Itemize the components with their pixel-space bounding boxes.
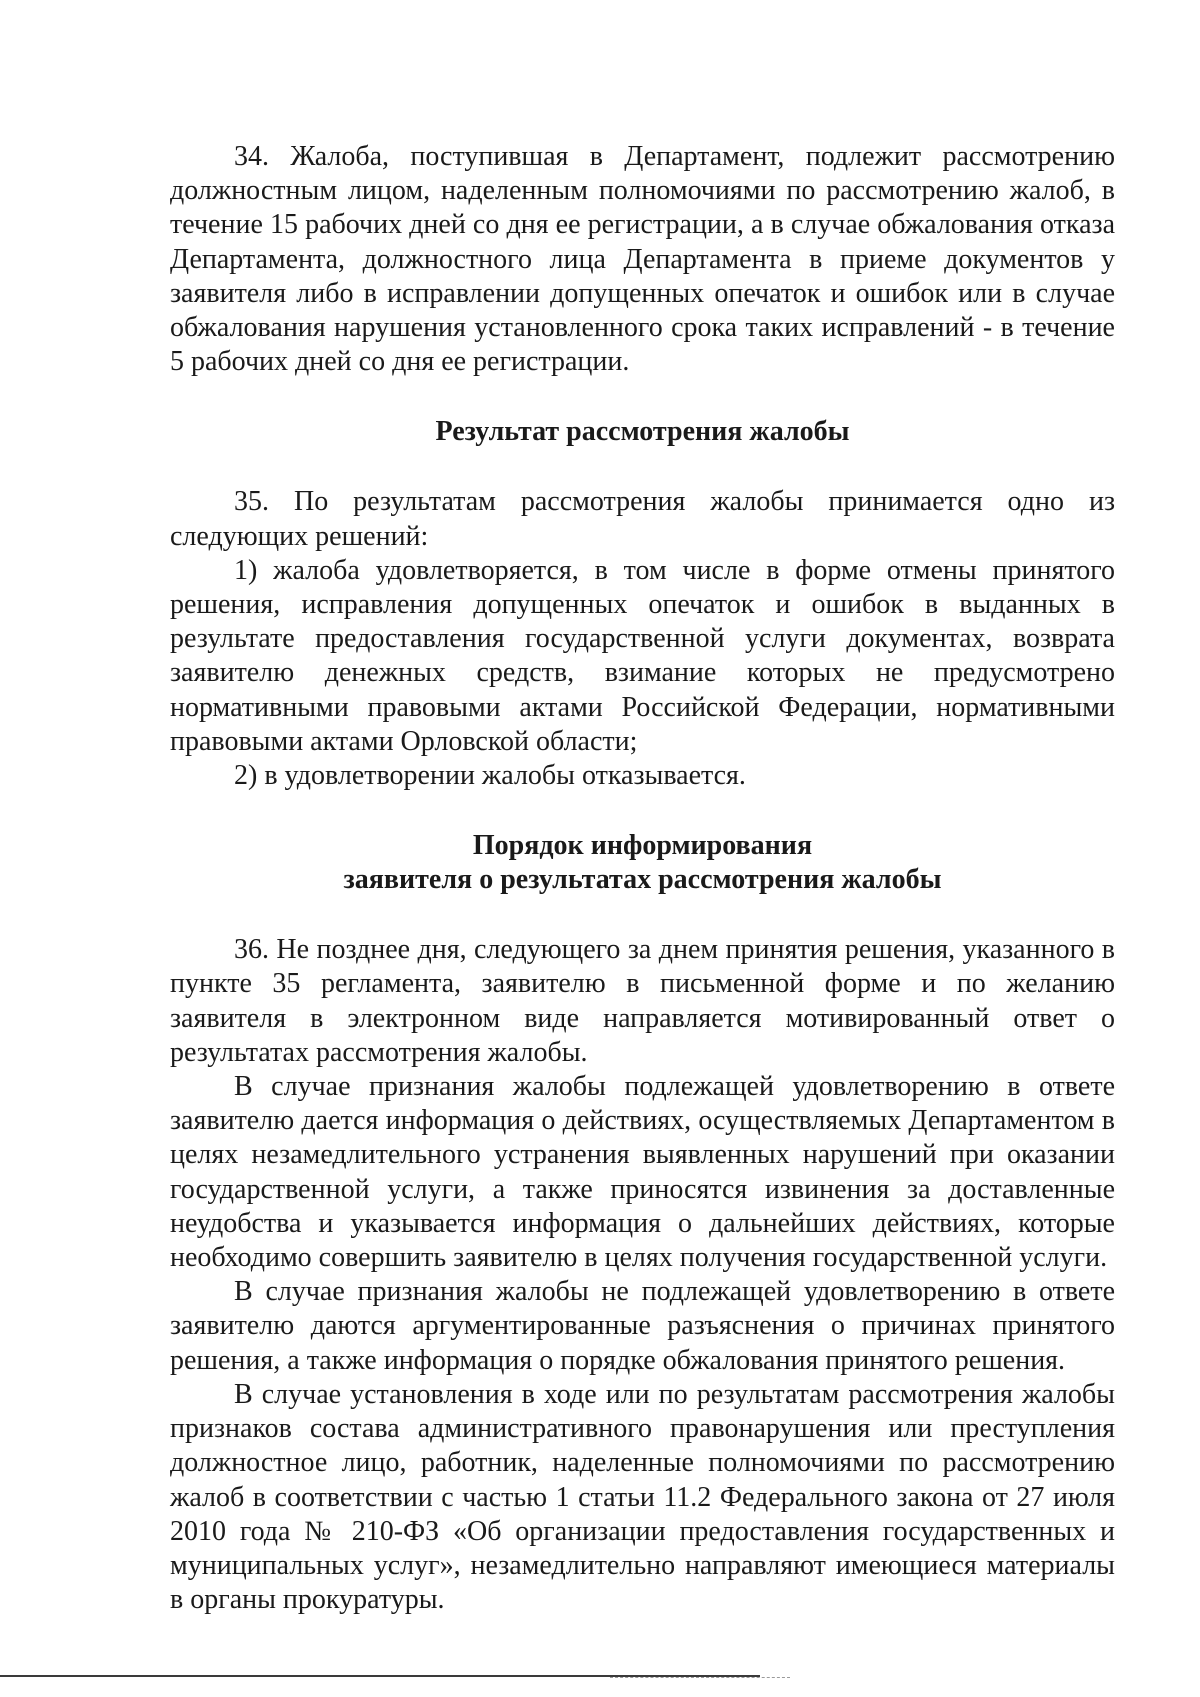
heading-informing-line-2: заявителя о результатах рассмотрения жалобы bbox=[343, 864, 942, 896]
paragraph-35-item-2: 2) в удовлетворении жалобы отказывается. bbox=[234, 760, 746, 792]
section-spacer bbox=[170, 379, 1115, 415]
heading-complaint-result: Результат рассмотрения жалобы bbox=[435, 416, 850, 448]
bottom-scan-line-faint bbox=[610, 1677, 790, 1678]
paragraph-35: 35. По результатам рассмотрения жалобы принимается одно из следующих решений: bbox=[170, 486, 1115, 552]
heading-informing-line-1: Порядок информирования bbox=[472, 830, 813, 862]
section-spacer bbox=[170, 897, 1115, 933]
paragraph-34: 34. Жалоба, поступившая в Департамент, подлежит рассмотрению должностным лицом, наделенным полномочиями по рассмотрению жалоб, в течение 15 рабочих дней со дня ее регистрации, а в случае обжалования отказа Департамента, должностного лица Департамента в приеме документов у заявителя либо в исправлении допущенных опечаток и ошибок или в случае обжалования нарушения установленного срока таких исправлений - в течение 5 рабочих дней со дня ее регистрации. bbox=[170, 141, 1115, 378]
section-spacer bbox=[170, 793, 1115, 829]
paragraph-36-satisfied: В случае признания жалобы подлежащей удовлетворению в ответе заявителю дается информация о действиях, осуществляемых Департаментом в целях незамедлительного устранения выявленных нарушений при оказании государственной услуги, а также приносятся извинения за доставленные неудобства и указывается информация о дальнейших действиях, которые необходимо совершить заявителю в целях получения государственной услуги. bbox=[170, 1071, 1115, 1274]
paragraph-36-prosecution: В случае установления в ходе или по результатам рассмотрения жалобы признаков состава административного правонарушения или преступления должностное лицо, работник, наделенные полномочиями по рассмотрению жалоб в соответствии с частью 1 статьи 11.2 Федерального закона от 27 июля 2010 года № 210-ФЗ «Об организации предоставления государственных и муниципальных услуг», незамедлительно направляют имеющиеся материалы в органы прокуратуры. bbox=[170, 1378, 1115, 1616]
paragraph-35-item-1: 1) жалоба удовлетворяется, в том числе в форме отмены принятого решения, исправления допущенных опечаток и ошибок в выданных в результате предоставления государственной услуги документах, возврата заявителю денежных средств, взимание которых не предусмотрено нормативными правовыми актами Российской Федерации, нормативными правовыми актами Орловской области; bbox=[170, 554, 1115, 757]
document-body bbox=[170, 140, 1115, 1617]
paragraph-36: 36. Не позднее дня, следующего за днем принятия решения, указанного в пункте 35 регламента, заявителю в письменной форме и по желанию заявителя в электронном виде направляется мотивированный ответ о результатах рассмотрения жалобы. bbox=[170, 934, 1115, 1068]
paragraph-36-rejected: В случае признания жалобы не подлежащей удовлетворению в ответе заявителю даются аргументированные разъяснения о причинах принятого решения, а также информация о порядке обжалования принятого решения. bbox=[170, 1276, 1115, 1376]
section-spacer bbox=[170, 449, 1115, 485]
